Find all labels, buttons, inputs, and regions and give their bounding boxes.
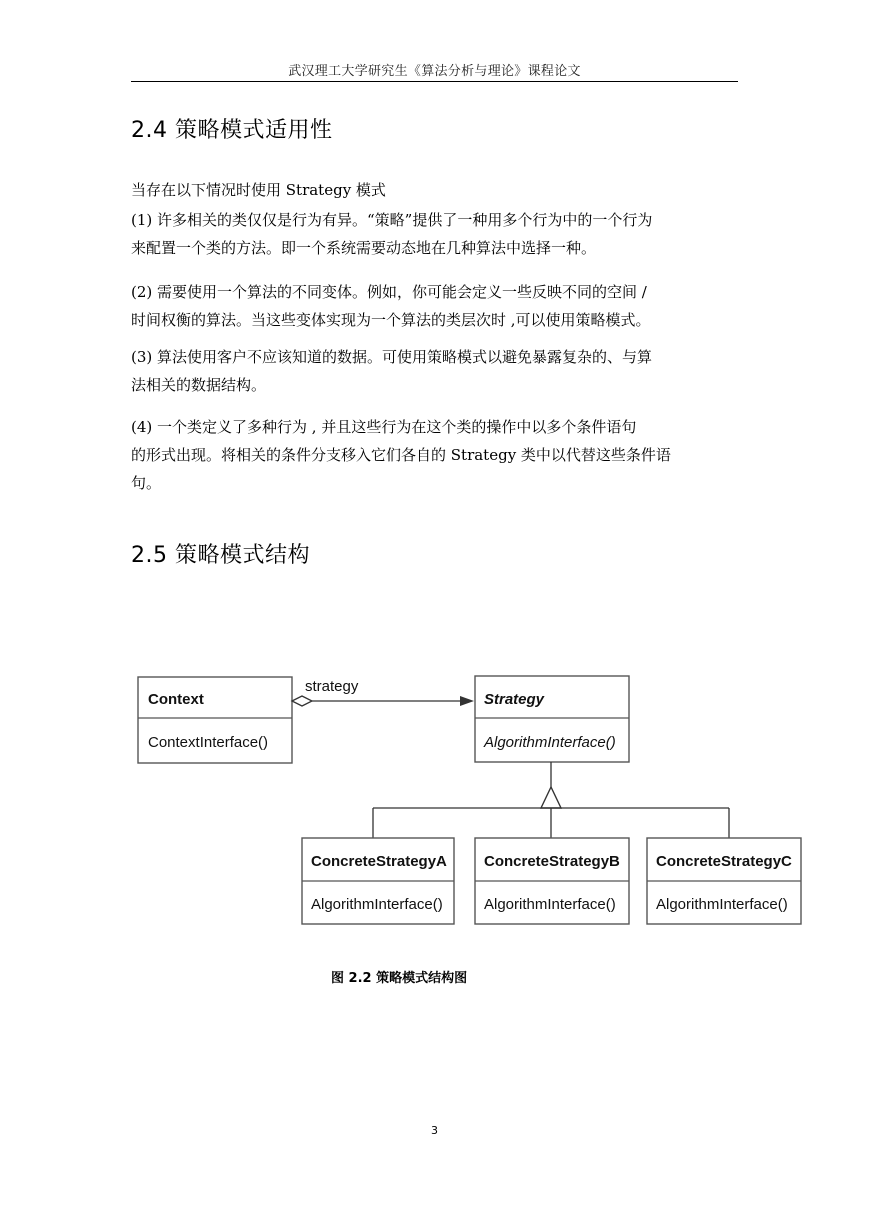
strategy-association: [292, 678, 474, 706]
strategy-uml-diagram: [130, 670, 810, 932]
list-item-4-line-3: 句。: [131, 474, 162, 492]
association-arrowhead-icon: [460, 696, 474, 706]
strategy-class-operation: AlgorithmInterface(): [484, 734, 616, 751]
list-item-4-line-2: 的形式出现。将相关的条件分支移入它们各自的 Strategy 类中以代替这些条件语: [131, 446, 671, 464]
list-item-3-line-2: 法相关的数据结构。: [131, 376, 267, 394]
context-class-box: [138, 677, 292, 763]
list-item-2: [131, 278, 738, 334]
figure-caption: 图 2.2 策略模式结构图: [331, 971, 468, 986]
intro-paragraph: [131, 176, 738, 204]
concrete-strategy-a-operation: AlgorithmInterface(): [311, 896, 443, 913]
concrete-strategy-a-name: ConcreteStrategyA: [311, 853, 447, 870]
strategy-class-name: Strategy: [484, 691, 545, 708]
context-class-operation: ContextInterface(): [148, 734, 269, 751]
list-item-2-line-2: 时间权衡的算法。当这些变体实现为一个算法的类层次时 ,可以使用策略模式。: [131, 311, 651, 329]
list-item-1-line-1: (1) 许多相关的类仅仅是行为有异。“策略”提供了一种用多个行为中的一个行为: [131, 211, 653, 229]
concrete-strategy-b-name: ConcreteStrategyB: [484, 853, 620, 870]
page-number: 3: [431, 1124, 438, 1137]
list-item-4: [131, 413, 738, 497]
header-rule: [131, 81, 738, 82]
association-label: strategy: [305, 678, 359, 695]
strategy-class-box: [475, 676, 629, 762]
list-item-3-line-1: (3) 算法使用客户不应该知道的数据。可使用策略模式以避免暴露复杂的、与算: [131, 348, 653, 366]
concrete-strategy-c-name: ConcreteStrategyC: [656, 853, 792, 870]
list-item-4-line-1: (4) 一个类定义了多种行为 , 并且这些行为在这个类的操作中以多个条件语句: [131, 418, 637, 436]
list-item-2-line-1: (2) 需要使用一个算法的不同变体。例如，你可能会定义一些反映不同的空间 /: [131, 283, 647, 301]
concrete-strategy-b-box: [475, 838, 629, 924]
concrete-strategy-c-operation: AlgorithmInterface(): [656, 896, 788, 913]
list-item-1-line-2: 来配置一个类的方法。即一个系统需要动态地在几种算法中选择一种。: [131, 239, 597, 257]
page-header: 武汉理工大学研究生《算法分析与理论》课程论文: [288, 64, 581, 79]
section-heading-2-4: 2.4 策略模式适用性: [131, 118, 333, 143]
generalization-triangle-icon: [541, 787, 561, 808]
concrete-strategy-c-box: [647, 838, 801, 924]
aggregation-diamond-icon: [292, 696, 312, 706]
list-item-3: [131, 343, 738, 399]
concrete-strategy-a-box: [302, 838, 454, 924]
context-class-name: Context: [148, 691, 204, 708]
list-item-1: [131, 206, 738, 262]
section-heading-2-5: 2.5 策略模式结构: [131, 543, 310, 568]
inheritance-connector: [373, 762, 729, 838]
intro-line: 当存在以下情况时使用 Strategy 模式: [131, 181, 386, 199]
concrete-strategy-b-operation: AlgorithmInterface(): [484, 896, 616, 913]
